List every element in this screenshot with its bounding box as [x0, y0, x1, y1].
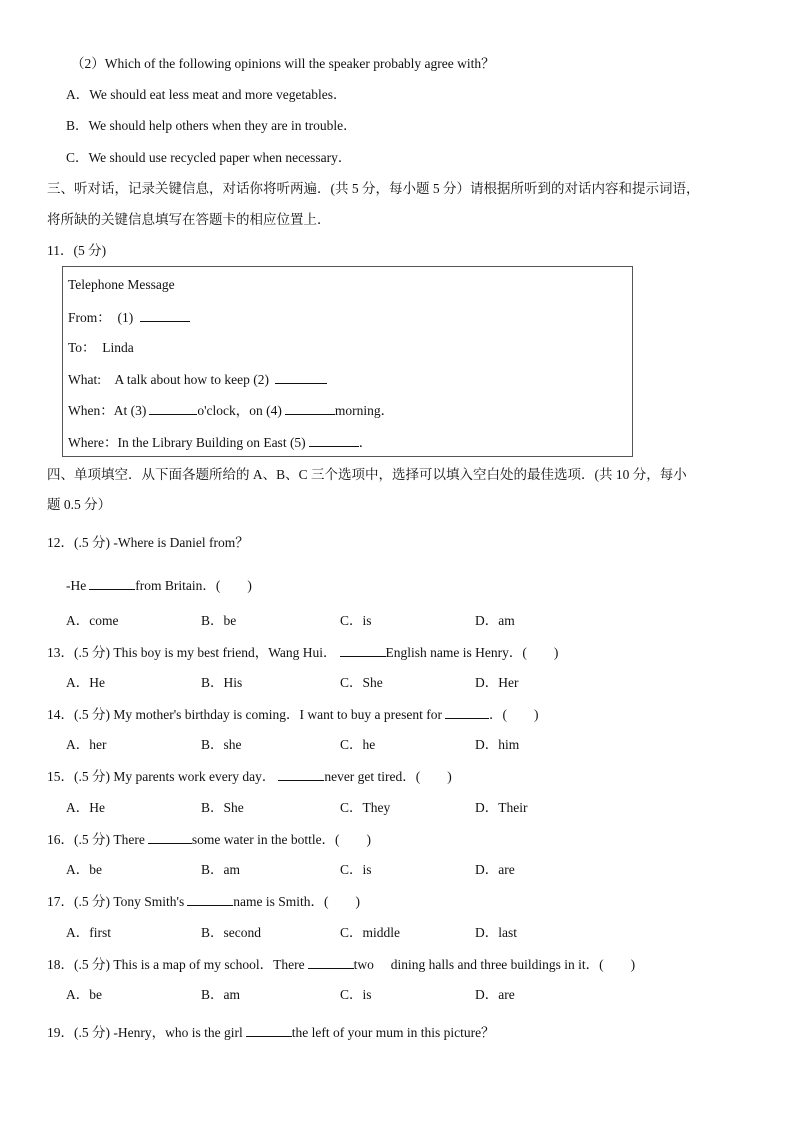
q16-option-c[interactable]: C．is [340, 862, 372, 877]
q15-option-c[interactable]: C．They [340, 800, 391, 815]
message-from-label: From： (1) [68, 310, 134, 325]
message-what-row [68, 370, 327, 389]
q12-stem: 12．(.5 分) -Where is Daniel from？ [47, 535, 249, 550]
q12-reply-suffix: from Britain．( ) [135, 578, 252, 593]
telephone-message-box [62, 266, 633, 457]
q18-blank[interactable] [308, 955, 354, 969]
q13-option-c[interactable]: C．She [340, 675, 383, 690]
q16-stem [47, 830, 371, 849]
q19-stem-part2: the left of your mum in this picture？ [291, 1025, 495, 1040]
message-where-end: ． [358, 435, 373, 450]
q13-stem-part2: English name is Henry．( ) [385, 645, 559, 660]
q10-option-c: C．We should use recycled paper when necessary． [66, 150, 352, 165]
q17-stem-part1: 17．(.5 分) Tony Smith's [47, 894, 185, 909]
q17-option-a[interactable]: A．first [66, 925, 111, 940]
q14-option-d[interactable]: D．him [475, 737, 520, 752]
message-what-label: What: A talk about how to keep (2) [68, 372, 269, 387]
q14-option-a[interactable]: A．her [66, 737, 107, 752]
q12-option-d[interactable]: D．am [475, 613, 515, 628]
message-when-oclock: o'clock，on (4) [197, 403, 282, 418]
answer-blank-2[interactable] [275, 370, 327, 384]
answer-blank-5[interactable] [309, 433, 359, 447]
q17-stem [47, 892, 360, 911]
q16-option-d[interactable]: D．are [475, 862, 515, 877]
answer-blank-4[interactable] [285, 401, 335, 415]
q15-stem [47, 767, 452, 786]
q14-stem-part2: ．( ) [489, 707, 539, 722]
q17-option-c[interactable]: C．middle [340, 925, 400, 940]
q15-option-a[interactable]: A．He [66, 800, 105, 815]
q16-stem-part2: some water in the bottle．( ) [191, 832, 372, 847]
message-to-row: To： Linda [68, 340, 134, 355]
q12-option-c[interactable]: C．is [340, 613, 372, 628]
q13-option-a[interactable]: A．He [66, 675, 105, 690]
message-where-row [68, 433, 372, 452]
message-title: Telephone Message [68, 277, 175, 292]
q11-heading: 11．(5 分) [47, 243, 107, 258]
section4-instructions-line2: 题 0.5 分） [47, 497, 112, 512]
q12-blank[interactable] [89, 576, 135, 590]
q14-option-b[interactable]: B．she [201, 737, 242, 752]
q12-reply [66, 576, 252, 595]
answer-blank-1[interactable] [140, 308, 190, 322]
q13-blank[interactable] [340, 643, 386, 657]
q15-stem-part2: never get tired．( ) [324, 769, 452, 784]
message-from-row [68, 308, 190, 327]
q18-option-d[interactable]: D．are [475, 987, 515, 1002]
q12-option-a[interactable]: A．come [66, 613, 119, 628]
q18-stem-part2: two dining halls and three buildings in it．( ) [353, 957, 636, 972]
q18-stem [47, 955, 635, 974]
q10-part2-question: （2）Which of the following opinions will the speaker probably agree with？ [71, 56, 495, 71]
q13-stem-part1: 13．(.5 分) This boy is my best friend，Wang Hui． [47, 645, 337, 660]
section3-instructions-line2: 将所缺的关键信息填写在答题卡的相应位置上． [47, 212, 331, 227]
q17-option-d[interactable]: D．last [475, 925, 517, 940]
q14-stem-part1: 14．(.5 分) My mother's birthday is coming．I want to buy a present for [47, 707, 442, 722]
section3-instructions-line1: 三、听对话，记录关键信息，对话你将听两遍．(共 5 分，每小题 5 分）请根据所听到的对话内容和提示词语， [47, 181, 700, 196]
message-where-label: Where：In the Library Building on East (5) [68, 435, 306, 450]
q16-option-b[interactable]: B．am [201, 862, 240, 877]
q12-reply-prefix: -He [66, 578, 87, 593]
q18-option-b[interactable]: B．am [201, 987, 240, 1002]
q13-option-d[interactable]: D．Her [475, 675, 519, 690]
message-when-morning: morning． [334, 403, 395, 418]
q19-blank[interactable] [246, 1023, 292, 1037]
q17-blank[interactable] [187, 892, 233, 906]
q14-option-c[interactable]: C．he [340, 737, 376, 752]
q15-option-d[interactable]: D．Their [475, 800, 528, 815]
q14-blank[interactable] [445, 705, 489, 719]
message-when-row [68, 401, 394, 420]
q15-stem-part1: 15．(.5 分) My parents work every day． [47, 769, 276, 784]
q10-option-a: A．We should eat less meat and more vegetables． [66, 87, 347, 102]
q18-option-a[interactable]: A．be [66, 987, 102, 1002]
section4-instructions-line1: 四、单项填空．从下面各题所给的 A、B、C 三个选项中，选择可以填入空白处的最佳选项．(共 10 分，每小 [47, 467, 687, 482]
q13-option-b[interactable]: B．His [201, 675, 243, 690]
q17-option-b[interactable]: B．second [201, 925, 261, 940]
q19-stem [47, 1023, 495, 1042]
q19-stem-part1: 19．(.5 分) -Henry，who is the girl [47, 1025, 243, 1040]
q16-blank[interactable] [148, 830, 192, 844]
q10-option-b: B．We should help others when they are in trouble． [66, 118, 357, 133]
q18-stem-part1: 18．(.5 分) This is a map of my school．There [47, 957, 305, 972]
q17-stem-part2: name is Smith．( ) [233, 894, 360, 909]
q15-option-b[interactable]: B．She [201, 800, 244, 815]
q16-option-a[interactable]: A．be [66, 862, 102, 877]
answer-blank-3[interactable] [149, 401, 197, 415]
q12-option-b[interactable]: B．be [201, 613, 237, 628]
q18-option-c[interactable]: C．is [340, 987, 372, 1002]
q16-stem-part1: 16．(.5 分) There [47, 832, 145, 847]
message-when-label: When：At (3) [68, 403, 147, 418]
q14-stem [47, 705, 539, 724]
q13-stem [47, 643, 558, 662]
q15-blank[interactable] [278, 767, 324, 781]
